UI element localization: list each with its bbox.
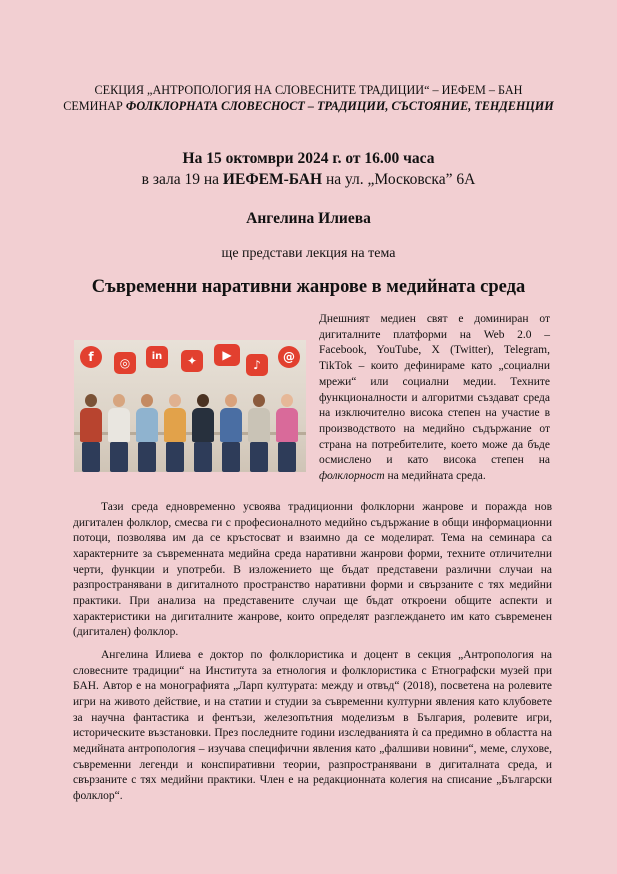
side-paragraph xyxy=(319,312,550,485)
photo-person xyxy=(136,394,158,472)
event-date: На 15 октомври 2024 г. от 16.00 часа xyxy=(182,150,435,167)
youtube-icon: ▶ xyxy=(214,344,240,366)
seminar-label: СЕМИНАР xyxy=(63,99,126,113)
facebook-icon: f xyxy=(80,346,102,368)
photo-person xyxy=(80,394,102,472)
side-text-italic: фолклорност xyxy=(319,470,385,483)
tiktok-icon: ♪ xyxy=(246,354,268,376)
speaker-name: Ангелина Илиева xyxy=(246,210,371,227)
event-venue xyxy=(40,171,577,189)
venue-prefix: в зала 19 на xyxy=(141,171,223,188)
linkedin-icon: in xyxy=(146,346,168,368)
photo-person xyxy=(192,394,214,472)
lecture-title: Съвременни наративни жанрове в медийната среда xyxy=(91,277,526,297)
twitter-icon: ✦ xyxy=(181,350,203,372)
photo-person xyxy=(220,394,242,472)
section-header: СЕКЦИЯ „АНТРОПОЛОГИЯ НА СЛОВЕСНИТЕ ТРАДИЦИИ“ – ИЕФЕМ – БАН xyxy=(94,83,523,97)
instagram-icon: ◎ xyxy=(114,352,136,374)
venue-org: ИЕФЕМ-БАН xyxy=(222,171,323,188)
threads-icon: @ xyxy=(278,346,300,368)
photo-person xyxy=(276,394,298,472)
side-text-part1: Днешният медиен свят е доминиран от дигиталните платформи на Web 2.0 – Facebook, YouTube, X (Twitter), Telegram, TikTok – които дефинираме като „социални мрежи“ или социални медии. Техните функционалности и алгоритми създават среда на изключително висока степен на участие в производството на медийно съдържание от страна на потребителите, което може да бъде осмислено и като висока степен на xyxy=(319,313,550,467)
side-text-part2: на медийната среда. xyxy=(384,470,486,483)
body-paragraph-bio: Ангелина Илиева е доктор по фолклористика и доцент в секция „Антропология на словесните традиции“ на Института за етнология и фолклористика с Етнографски музей при БАН. Автор е на монографията „Ларп културата: между и отвъд“ (2018), посветена на ролевите игри на живото действие, и на статии и студии за съвременни културни явления като клубовете за научна фантастика и фентъзи, железопътния моделизъм в България, ролевите игри, историческите възстановки. През последните години изследванията ѝ са предимно в областта на медийната антропология – изучава специфични явления като „фалшиви новини“, меме, слухове, съвременни легенди и конспиративни теории, разпространявани в дигиталната среда, и свързаните с тях медийни практики. Член е на редакционната колегия на списание „Български фолклор“. xyxy=(73,649,552,802)
seminar-title: ФОЛКЛОРНАТА СЛОВЕСНОСТ – ТРАДИЦИИ, СЪСТОЯНИЕ, ТЕНДЕНЦИИ xyxy=(125,99,554,113)
body-paragraph-topic: Тази среда едновременно усвоява традиционни фолклорни жанрове и поражда нов дигитален фолклор, смесва ги с професионалното медийно съдържание в общи информационни потоци, позволява им да се кръстосват и взаимно да се моделират. Тема на семинара са характерните за съвременната медийна среда наративни жанрови форми, техните отличителни черти, функции и употреби. В изложението ще бъдат представени различни случаи на разпространявани в дигиталното пространство наративни форми и свързаните с тях медийни практики. При анализа на представените случаи ще бъдат откроени общите аспекти и характеристики на дигиталните жанрове, които определят разглеждането им като съвременен (дигитален) фолклор. xyxy=(73,501,552,639)
seminar-header xyxy=(60,99,557,114)
photo-person xyxy=(108,394,130,472)
photo-person xyxy=(164,394,186,472)
social-media-photo xyxy=(74,340,306,472)
lecture-intro: ще представи лекция на тема xyxy=(221,246,396,261)
photo-person xyxy=(248,394,270,472)
venue-suffix: на ул. „Московска” 6А xyxy=(322,171,476,188)
